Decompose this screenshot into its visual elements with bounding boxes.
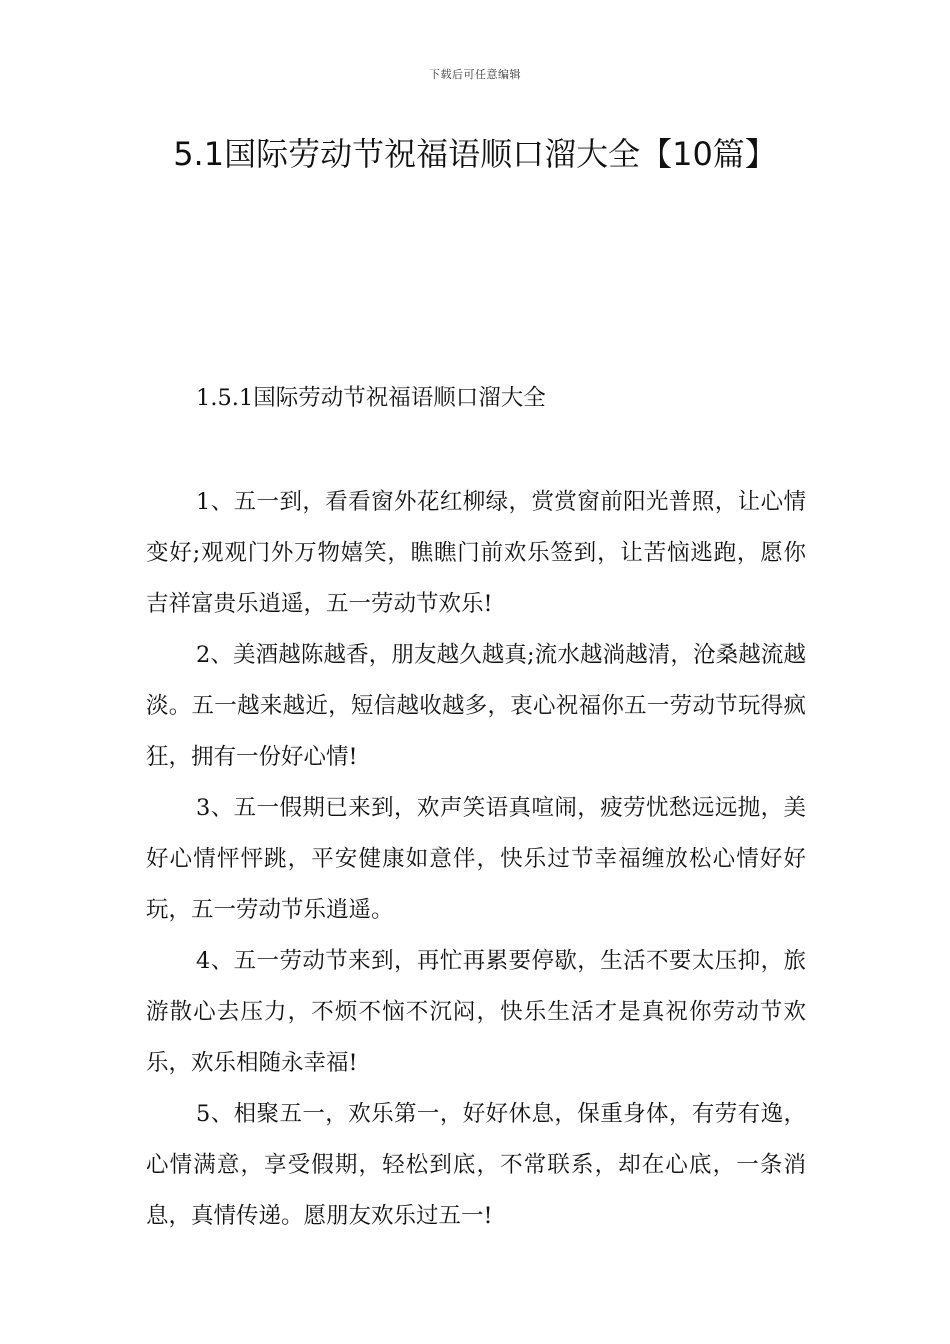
- paragraph-3: 3、五一假期已来到，欢声笑语真喧闹，疲劳忧愁远远抛，美好心情怦怦跳，平安健康如意伴，快乐过节幸福缠放松心情好好玩，五一劳动节乐逍遥。: [146, 795, 806, 923]
- paragraph-5: 5、相聚五一，欢乐第一，好好休息，保重身体，有劳有逸，心情满意，享受假期，轻松到底，不常联系，却在心底，一条消息，真情传递。愿朋友欢乐过五一!: [146, 1101, 806, 1229]
- paragraph-2: 2、美酒越陈越香，朋友越久越真;流水越淌越清，沧桑越流越淡。五一越来越近，短信越收越多，衷心祝福你五一劳动节玩得疯狂，拥有一份好心情!: [146, 642, 806, 770]
- body-text: [146, 477, 806, 1242]
- document-title: 5.1国际劳动节祝福语顺口溜大全【10篇】: [173, 135, 777, 173]
- section-heading: 1.5.1国际劳动节祝福语顺口溜大全: [196, 385, 546, 411]
- paragraph-4: 4、五一劳动节来到，再忙再累要停歇，生活不要太压抑，旅游散心去压力，不烦不恼不沉闷，快乐生活才是真祝你劳动节欢乐，欢乐相随永幸福!: [146, 948, 806, 1076]
- header-note: 下载后可任意编辑: [429, 68, 521, 81]
- paragraph-1: 1、五一到，看看窗外花红柳绿，赏赏窗前阳光普照，让心情变好;观观门外万物嬉笑，瞧瞧门前欢乐签到，让苦恼逃跑，愿你吉祥富贵乐逍遥，五一劳动节欢乐!: [146, 489, 806, 617]
